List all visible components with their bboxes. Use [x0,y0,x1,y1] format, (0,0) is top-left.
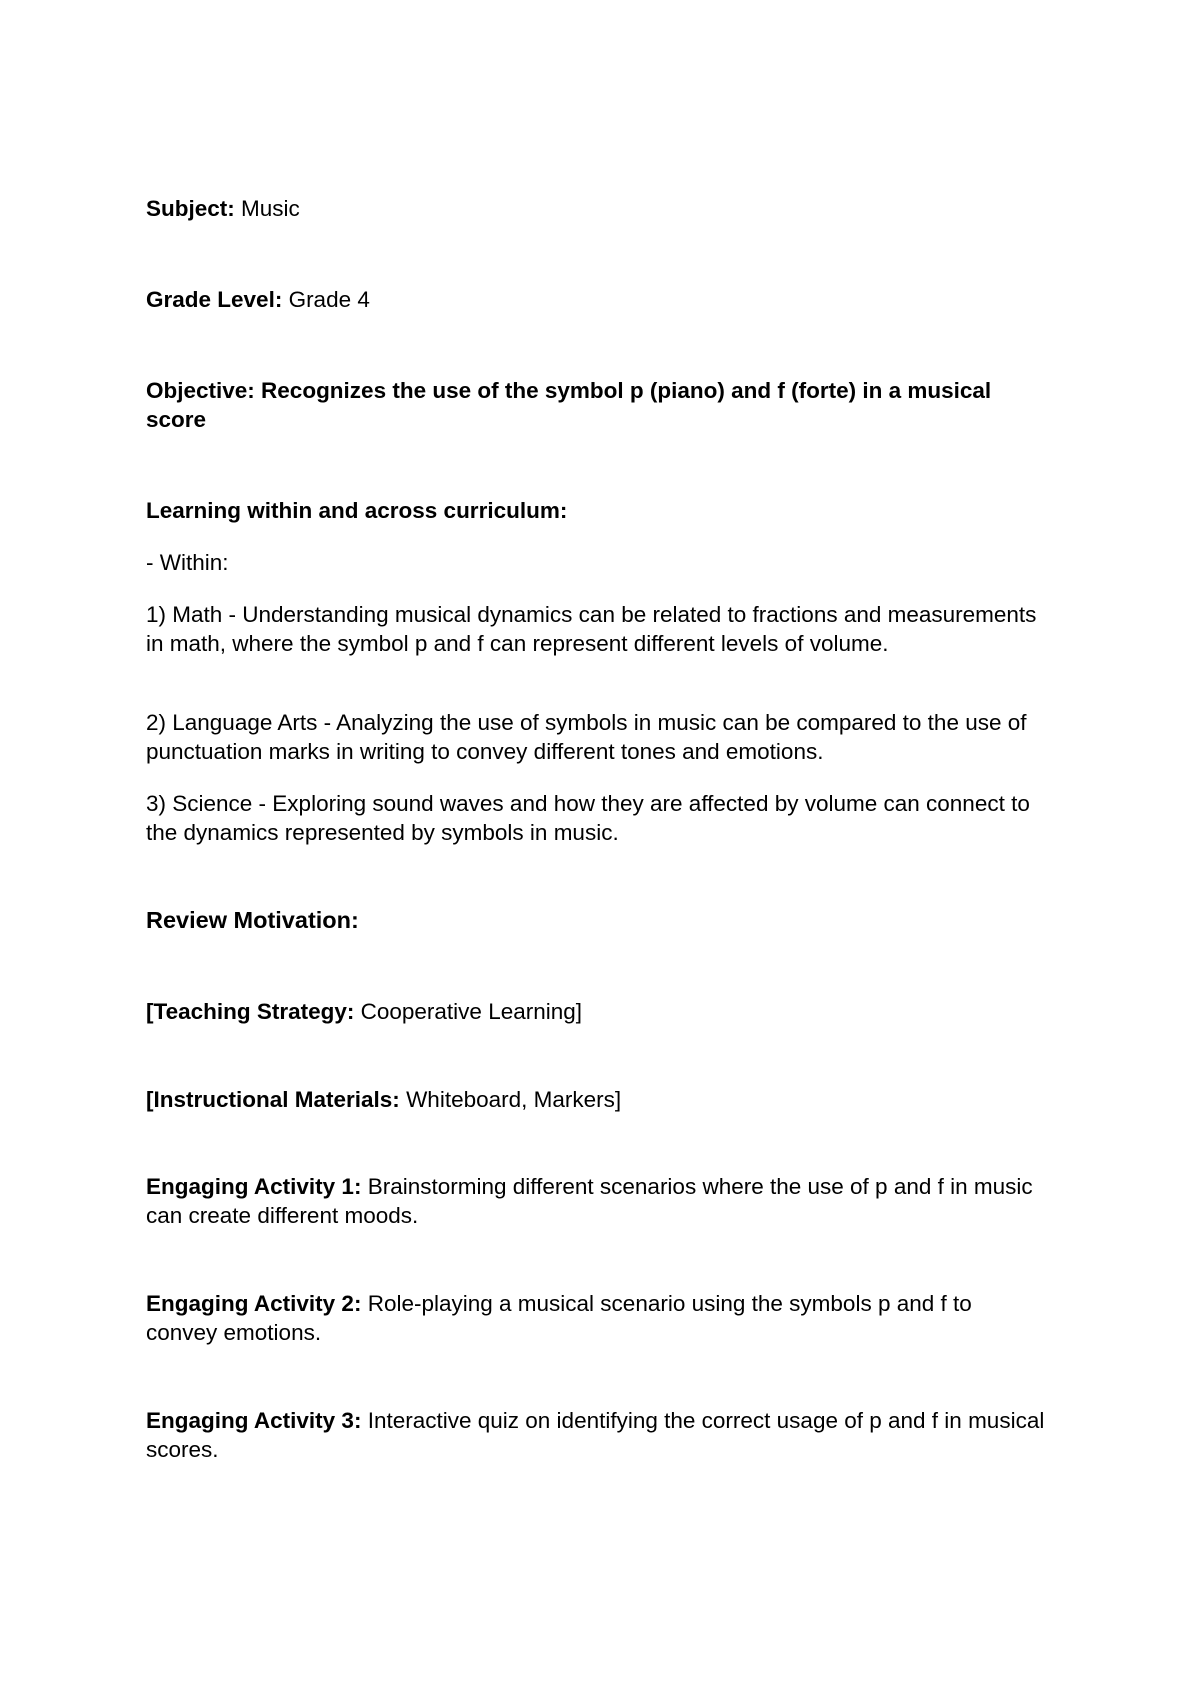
within-label: - Within: [146,550,229,575]
engaging-activity-2-label: Engaging Activity 2: [146,1291,362,1316]
engaging-activity-3-text: Interactive quiz on identifying the correct usage of p and f in musical scores. [146,1408,1045,1462]
engaging-activity-2-text: Role-playing a musical scenario using the symbols p and f to convey emotions. [146,1291,972,1345]
teaching-strategy-label: Teaching Strategy: [153,999,355,1024]
objective-value: Recognizes the use of the symbol p (piano) and f (forte) in a musical score [146,378,992,432]
engaging-activity-1 [146,1172,1046,1230]
engaging-activity-3-label: Engaging Activity 3: [146,1408,362,1433]
teaching-strategy-value: Cooperative Learning] [354,999,583,1024]
review-motivation-heading: Review Motivation: [146,907,359,933]
grade-level-line [146,285,1066,314]
engaging-activity-1-label: Engaging Activity 1: [146,1174,362,1199]
learning-item-math: 1) Math - Understanding musical dynamics can be related to fractions and measurements in math, where the symbol p and f can represent different levels of volume. [146,602,1037,656]
instructional-materials-value: Whiteboard, Markers] [399,1087,622,1112]
instructional-materials-line [146,1085,1066,1114]
grade-level-value: Grade 4 [282,287,370,312]
instructional-materials-label: Instructional Materials: [153,1087,400,1112]
subject-value: Music [234,196,300,221]
objective-line [146,376,1026,434]
learning-heading: Learning within and across curriculum: [146,498,568,523]
learning-item-science: 3) Science - Exploring sound waves and how they are affected by volume can connect to the dynamics represented by symbols in music. [146,791,1030,845]
instructional-materials-bracket: [ [146,1087,154,1112]
engaging-activity-3 [146,1406,1046,1464]
objective-label: Objective: [146,378,255,403]
subject-label: Subject: [146,196,235,221]
teaching-strategy-line [146,997,1066,1026]
grade-level-label: Grade Level: [146,287,283,312]
subject-line [146,194,1066,223]
teaching-strategy-bracket: [ [146,999,154,1024]
engaging-activity-1-text: Brainstorming different scenarios where the use of p and f in music can create different moods. [146,1174,1033,1228]
engaging-activity-2 [146,1289,1046,1347]
learning-item-language-arts: 2) Language Arts - Analyzing the use of symbols in music can be compared to the use of punctuation marks in writing to convey different tones and emotions. [146,710,1027,764]
